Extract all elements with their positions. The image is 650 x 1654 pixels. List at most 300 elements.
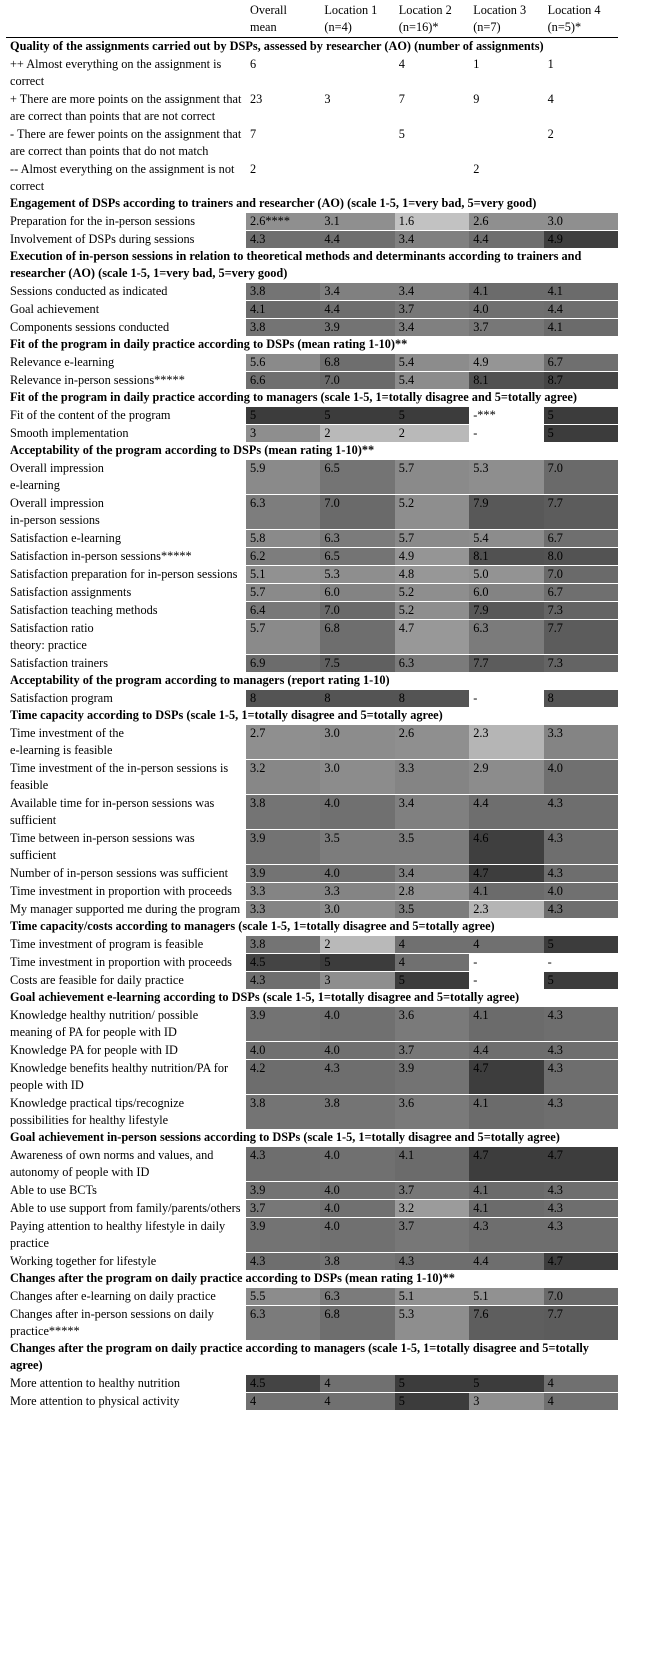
header-cell (6, 0, 246, 38)
section-header-row (6, 442, 618, 460)
value-cell (395, 161, 469, 196)
section-header-row (6, 672, 618, 690)
row-label: Time investment of the e-learning is feasible (6, 725, 246, 760)
value-cell: 7.9 (469, 602, 543, 620)
row-label: Satisfaction preparation for in-person sessions (6, 566, 246, 584)
value-cell (320, 56, 394, 91)
value-cell: 1.6 (395, 213, 469, 231)
value-cell: 2 (469, 161, 543, 196)
value-cell: 4 (395, 936, 469, 954)
value-cell: 4 (395, 56, 469, 91)
value-cell: 4.0 (320, 1182, 394, 1200)
table-row (6, 795, 618, 830)
value-cell: 5.1 (246, 566, 320, 584)
value-cell: 5.5 (246, 1288, 320, 1306)
row-label: Satisfaction assignments (6, 584, 246, 602)
value-cell: 4.4 (469, 795, 543, 830)
row-label: Available time for in-person sessions was sufficient (6, 795, 246, 830)
value-cell: 3.4 (395, 283, 469, 301)
value-cell: 3.4 (395, 231, 469, 249)
value-cell: 4.1 (469, 1007, 543, 1042)
value-cell: 8 (544, 690, 618, 708)
value-cell: 5 (544, 936, 618, 954)
value-cell: 4.1 (469, 1182, 543, 1200)
table-row (6, 301, 618, 319)
row-label: Number of in-person sessions was sufficient (6, 865, 246, 883)
table-row (6, 161, 618, 196)
value-cell: 6 (246, 56, 320, 91)
value-cell: 4 (544, 91, 618, 126)
value-cell: 3 (320, 91, 394, 126)
value-cell: 2.7 (246, 725, 320, 760)
value-cell: 4.4 (320, 301, 394, 319)
value-cell: - (469, 425, 543, 443)
value-cell: 6.7 (544, 354, 618, 372)
section-title: Quality of the assignments carried out by DSPs, assessed by researcher (AO) (number of assignments) (10, 39, 544, 53)
row-label: Time investment in proportion with proceeds (6, 954, 246, 972)
value-cell: 4.3 (395, 1253, 469, 1271)
row-label: Relevance in-person sessions***** (6, 372, 246, 390)
value-cell: 4.9 (395, 548, 469, 566)
value-cell: 3.9 (246, 1182, 320, 1200)
value-cell: 8.7 (544, 372, 618, 390)
value-cell: 4.8 (395, 566, 469, 584)
value-cell: 7.0 (544, 566, 618, 584)
table-row (6, 283, 618, 301)
value-cell: 6.8 (320, 1306, 394, 1341)
value-cell: 5.8 (246, 530, 320, 548)
value-cell: 3.3 (544, 725, 618, 760)
value-cell: 4.2 (246, 1060, 320, 1095)
value-cell: 4.3 (246, 231, 320, 249)
value-cell: 4 (320, 1393, 394, 1411)
value-cell: - (544, 954, 618, 972)
value-cell: 4.3 (544, 1200, 618, 1218)
value-cell: 7.0 (544, 460, 618, 495)
row-label: Knowledge practical tips/recognize possibilities for healthy lifestyle (6, 1095, 246, 1130)
table-row (6, 1306, 618, 1341)
value-cell: 3.0 (320, 901, 394, 919)
value-cell: 8.1 (469, 548, 543, 566)
value-cell: 5.9 (246, 460, 320, 495)
section-header-row (6, 1270, 618, 1288)
value-cell: 5 (395, 972, 469, 990)
row-label: Knowledge benefits healthy nutrition/PA for people with ID (6, 1060, 246, 1095)
table-row (6, 548, 618, 566)
value-cell: 4.3 (320, 1060, 394, 1095)
section-header-row (6, 1129, 618, 1147)
value-cell: 5.6 (246, 354, 320, 372)
table-row (6, 407, 618, 425)
value-cell: 3.7 (395, 301, 469, 319)
value-cell: 3.8 (246, 795, 320, 830)
value-cell: 5.4 (395, 354, 469, 372)
table-row (6, 655, 618, 673)
table-row (6, 1007, 618, 1042)
table-row (6, 1060, 618, 1095)
value-cell: 5.2 (395, 584, 469, 602)
value-cell: 4.3 (544, 1095, 618, 1130)
value-cell: 5 (544, 972, 618, 990)
value-cell: 4 (544, 1375, 618, 1393)
header-row (6, 0, 618, 38)
value-cell: 6.3 (320, 530, 394, 548)
value-cell: 8 (246, 690, 320, 708)
value-cell: 5.4 (469, 530, 543, 548)
value-cell: 7.0 (320, 372, 394, 390)
value-cell: 3.4 (395, 865, 469, 883)
row-label: Involvement of DSPs during sessions (6, 231, 246, 249)
value-cell (320, 126, 394, 161)
value-cell: 6.3 (246, 495, 320, 530)
row-label: Able to use support from family/parents/others (6, 1200, 246, 1218)
value-cell: 5 (395, 1375, 469, 1393)
value-cell: 3 (320, 972, 394, 990)
value-cell: 5.2 (395, 495, 469, 530)
value-cell: 5 (320, 407, 394, 425)
table-row (6, 319, 618, 337)
value-cell: 4 (469, 936, 543, 954)
row-label: Satisfaction teaching methods (6, 602, 246, 620)
value-cell: 4.3 (544, 901, 618, 919)
row-label: Time investment of program is feasible (6, 936, 246, 954)
value-cell: 6.3 (246, 1306, 320, 1341)
value-cell: 3.8 (246, 319, 320, 337)
value-cell: 4.3 (544, 830, 618, 865)
value-cell: 5 (320, 954, 394, 972)
row-label: Able to use BCTs (6, 1182, 246, 1200)
value-cell: 4.7 (544, 1147, 618, 1182)
value-cell: 6.5 (320, 548, 394, 566)
row-label: Overall impression e-learning (6, 460, 246, 495)
header-cell: Location 1 (n=4) (320, 0, 394, 38)
row-label: Knowledge PA for people with ID (6, 1042, 246, 1060)
value-cell: 3.2 (246, 760, 320, 795)
value-cell: 4.0 (320, 1147, 394, 1182)
table-row (6, 901, 618, 919)
value-cell: 5.1 (395, 1288, 469, 1306)
value-cell: - (469, 690, 543, 708)
value-cell: 7.5 (320, 655, 394, 673)
value-cell: 5.2 (395, 602, 469, 620)
value-cell: 3.6 (395, 1095, 469, 1130)
header-cell: Location 4 (n=5)* (544, 0, 618, 38)
value-cell: 3.9 (395, 1060, 469, 1095)
value-cell: 6.0 (320, 584, 394, 602)
value-cell: 4.1 (246, 301, 320, 319)
header-cell: Overall mean (246, 0, 320, 38)
value-cell: 3.4 (395, 795, 469, 830)
value-cell: 4.1 (469, 1200, 543, 1218)
value-cell: 2 (320, 425, 394, 443)
value-cell: 3.1 (320, 213, 394, 231)
row-label: - There are fewer points on the assignment that are correct than points that do not match (6, 126, 246, 161)
table-row (6, 602, 618, 620)
value-cell: 4.4 (320, 231, 394, 249)
value-cell: 8 (395, 690, 469, 708)
table-row (6, 883, 618, 901)
section-title: Time capacity/costs according to managers (scale 1-5, 1=totally disagree and 5=totally agree) (10, 919, 495, 933)
value-cell: 6.8 (320, 620, 394, 655)
value-cell: 3.6 (395, 1007, 469, 1042)
value-cell: 4.9 (544, 231, 618, 249)
value-cell: 4.7 (469, 1147, 543, 1182)
value-cell: 3.5 (320, 830, 394, 865)
value-cell (544, 161, 618, 196)
value-cell: 6.3 (320, 1288, 394, 1306)
value-cell: 7.3 (544, 602, 618, 620)
value-cell: 4.1 (544, 283, 618, 301)
value-cell: 7.6 (469, 1306, 543, 1341)
value-cell (320, 161, 394, 196)
value-cell: 6.8 (320, 354, 394, 372)
value-cell: 7.7 (544, 620, 618, 655)
value-cell: 5 (544, 425, 618, 443)
table-row (6, 584, 618, 602)
row-label: Satisfaction e-learning (6, 530, 246, 548)
table-row (6, 865, 618, 883)
row-label: Components sessions conducted (6, 319, 246, 337)
value-cell: 4.3 (544, 795, 618, 830)
row-label: ++ Almost everything on the assignment is correct (6, 56, 246, 91)
value-cell: 7.0 (320, 495, 394, 530)
value-cell: 4.3 (544, 1007, 618, 1042)
value-cell: 5.3 (395, 1306, 469, 1341)
section-title: Time capacity according to DSPs (scale 1-5, 1=totally disagree and 5=totally agree) (10, 708, 443, 722)
value-cell: -*** (469, 407, 543, 425)
value-cell: 7.7 (544, 1306, 618, 1341)
section-title: Acceptability of the program according to managers (report rating 1-10) (10, 673, 390, 687)
value-cell: 3.7 (246, 1200, 320, 1218)
value-cell: 6.0 (469, 584, 543, 602)
table-row (6, 495, 618, 530)
table-row (6, 1393, 618, 1411)
value-cell: 6.5 (320, 460, 394, 495)
value-cell: 8.0 (544, 548, 618, 566)
table-row (6, 1253, 618, 1271)
table-row (6, 1147, 618, 1182)
value-cell: 4.0 (320, 865, 394, 883)
value-cell: 7 (246, 126, 320, 161)
value-cell: 7.7 (544, 495, 618, 530)
value-cell: 1 (469, 56, 543, 91)
value-cell: 8 (320, 690, 394, 708)
row-label: -- Almost everything on the assignment is not correct (6, 161, 246, 196)
value-cell: 5 (395, 1393, 469, 1411)
table-row (6, 725, 618, 760)
row-label: Goal achievement (6, 301, 246, 319)
value-cell (469, 126, 543, 161)
value-cell: 6.6 (246, 372, 320, 390)
value-cell: 23 (246, 91, 320, 126)
value-cell: 4.0 (320, 1042, 394, 1060)
row-label: Satisfaction ratio theory: practice (6, 620, 246, 655)
value-cell: 5 (469, 1375, 543, 1393)
value-cell: 4.7 (469, 1060, 543, 1095)
value-cell: 3 (469, 1393, 543, 1411)
value-cell: 4.9 (469, 354, 543, 372)
value-cell: 4 (246, 1393, 320, 1411)
value-cell: 6.7 (544, 584, 618, 602)
value-cell: 2 (246, 161, 320, 196)
row-label: More attention to physical activity (6, 1393, 246, 1411)
value-cell: 4.1 (469, 1095, 543, 1130)
value-cell: 4.0 (246, 1042, 320, 1060)
value-cell: 5.4 (395, 372, 469, 390)
value-cell: 2.6**** (246, 213, 320, 231)
section-header-row (6, 195, 618, 213)
value-cell: 4.4 (544, 301, 618, 319)
section-header-row (6, 918, 618, 936)
value-cell: 3.9 (246, 1007, 320, 1042)
value-cell: 5 (246, 407, 320, 425)
results-table (6, 0, 618, 1410)
value-cell: 6.9 (246, 655, 320, 673)
value-cell: 4.4 (469, 1042, 543, 1060)
value-cell: 5.3 (320, 566, 394, 584)
value-cell: 2 (544, 126, 618, 161)
section-title: Changes after the program on daily practice according to DSPs (mean rating 1-10)** (10, 1271, 455, 1285)
value-cell: 3.5 (395, 901, 469, 919)
value-cell: 4.0 (320, 1007, 394, 1042)
value-cell: 5 (395, 126, 469, 161)
value-cell: 4.3 (246, 972, 320, 990)
table-row (6, 954, 618, 972)
value-cell: 4 (544, 1393, 618, 1411)
value-cell: 3 (246, 425, 320, 443)
row-label: Satisfaction in-person sessions***** (6, 548, 246, 566)
value-cell: 3.4 (395, 319, 469, 337)
table-row (6, 460, 618, 495)
table-row (6, 231, 618, 249)
value-cell: 5.7 (246, 620, 320, 655)
table-row (6, 1095, 618, 1130)
row-label: Awareness of own norms and values, and autonomy of people with ID (6, 1147, 246, 1182)
value-cell: 5 (544, 407, 618, 425)
table-row (6, 126, 618, 161)
row-label: Smooth implementation (6, 425, 246, 443)
value-cell: 3.8 (246, 936, 320, 954)
value-cell: 4.1 (469, 283, 543, 301)
section-header-row (6, 248, 618, 283)
section-title: Goal achievement in-person sessions according to DSPs (scale 1-5, 1=totally disagree and 5=totally agree) (10, 1130, 560, 1144)
table-row (6, 213, 618, 231)
value-cell: 5.1 (469, 1288, 543, 1306)
table-row (6, 1375, 618, 1393)
table-row (6, 936, 618, 954)
value-cell: 4.7 (469, 865, 543, 883)
value-cell: 2.9 (469, 760, 543, 795)
header-cell: Location 3 (n=7) (469, 0, 543, 38)
value-cell: 7.3 (544, 655, 618, 673)
value-cell: 4.0 (320, 1218, 394, 1253)
value-cell: 3.7 (395, 1182, 469, 1200)
value-cell: 6.3 (395, 655, 469, 673)
value-cell: 4.3 (469, 1218, 543, 1253)
section-header-row (6, 1340, 618, 1375)
row-label: Relevance e-learning (6, 354, 246, 372)
row-label: Satisfaction trainers (6, 655, 246, 673)
value-cell: 6.7 (544, 530, 618, 548)
row-label: Fit of the content of the program (6, 407, 246, 425)
value-cell: 5.7 (246, 584, 320, 602)
section-title: Changes after the program on daily practice according to managers (scale 1-5, 1=totally disagree and 5=totally agree) (10, 1341, 589, 1372)
value-cell: 5.7 (395, 530, 469, 548)
value-cell: 4.7 (544, 1253, 618, 1271)
value-cell: 4.0 (544, 760, 618, 795)
value-cell: 4.0 (320, 1200, 394, 1218)
value-cell: 4.3 (544, 1060, 618, 1095)
value-cell: 7.9 (469, 495, 543, 530)
table-row (6, 690, 618, 708)
row-label: More attention to healthy nutrition (6, 1375, 246, 1393)
value-cell: 3.9 (246, 830, 320, 865)
value-cell: 6.2 (246, 548, 320, 566)
value-cell: 5.3 (469, 460, 543, 495)
row-label: Paying attention to healthy lifestyle in daily practice (6, 1218, 246, 1253)
value-cell: 2 (395, 425, 469, 443)
section-header-row (6, 989, 618, 1007)
value-cell: 2.6 (395, 725, 469, 760)
value-cell: 7.7 (469, 655, 543, 673)
section-title: Acceptability of the program according to DSPs (mean rating 1-10)** (10, 443, 375, 457)
table-row (6, 972, 618, 990)
table-row (6, 566, 618, 584)
value-cell: 3.0 (320, 760, 394, 795)
section-title: Fit of the program in daily practice according to DSPs (mean rating 1-10)** (10, 337, 408, 351)
value-cell: 7.0 (320, 602, 394, 620)
value-cell: 5 (395, 407, 469, 425)
value-cell: 6.4 (246, 602, 320, 620)
value-cell: - (469, 954, 543, 972)
row-label: Preparation for the in-person sessions (6, 213, 246, 231)
value-cell: 4.3 (246, 1253, 320, 1271)
value-cell: 1 (544, 56, 618, 91)
value-cell: 3.3 (246, 901, 320, 919)
table-row (6, 620, 618, 655)
value-cell: 2.8 (395, 883, 469, 901)
value-cell: 4.3 (246, 1147, 320, 1182)
table-row (6, 1182, 618, 1200)
value-cell: 3.5 (395, 830, 469, 865)
row-label: Time investment of the in-person sessions is feasible (6, 760, 246, 795)
value-cell: 3.3 (246, 883, 320, 901)
value-cell: 6.3 (469, 620, 543, 655)
value-cell: 4.0 (469, 301, 543, 319)
value-cell: 3.9 (320, 319, 394, 337)
value-cell: 3.3 (395, 760, 469, 795)
section-header-row (6, 389, 618, 407)
row-label: Working together for lifestyle (6, 1253, 246, 1271)
section-title: Execution of in-person sessions in relation to theoretical methods and determinants according to trainers and researcher (AO) (scale 1-5, 1=very bad, 5=very good) (10, 249, 582, 280)
row-label: + There are more points on the assignment that are correct than points that are not correct (6, 91, 246, 126)
row-label: Overall impression in-person sessions (6, 495, 246, 530)
table-row (6, 372, 618, 390)
value-cell: 4.4 (469, 231, 543, 249)
value-cell: 4.1 (469, 883, 543, 901)
row-label: Time between in-person sessions was sufficient (6, 830, 246, 865)
value-cell: 5.0 (469, 566, 543, 584)
value-cell: 2.3 (469, 901, 543, 919)
section-title: Engagement of DSPs according to trainers and researcher (AO) (scale 1-5, 1=very bad, 5=very good) (10, 196, 537, 210)
table-row (6, 1042, 618, 1060)
value-cell: 8.1 (469, 372, 543, 390)
row-label: Satisfaction program (6, 690, 246, 708)
row-label: Knowledge healthy nutrition/ possible meaning of PA for people with ID (6, 1007, 246, 1042)
value-cell: 4.1 (544, 319, 618, 337)
table-row (6, 425, 618, 443)
value-cell: 3.7 (395, 1218, 469, 1253)
